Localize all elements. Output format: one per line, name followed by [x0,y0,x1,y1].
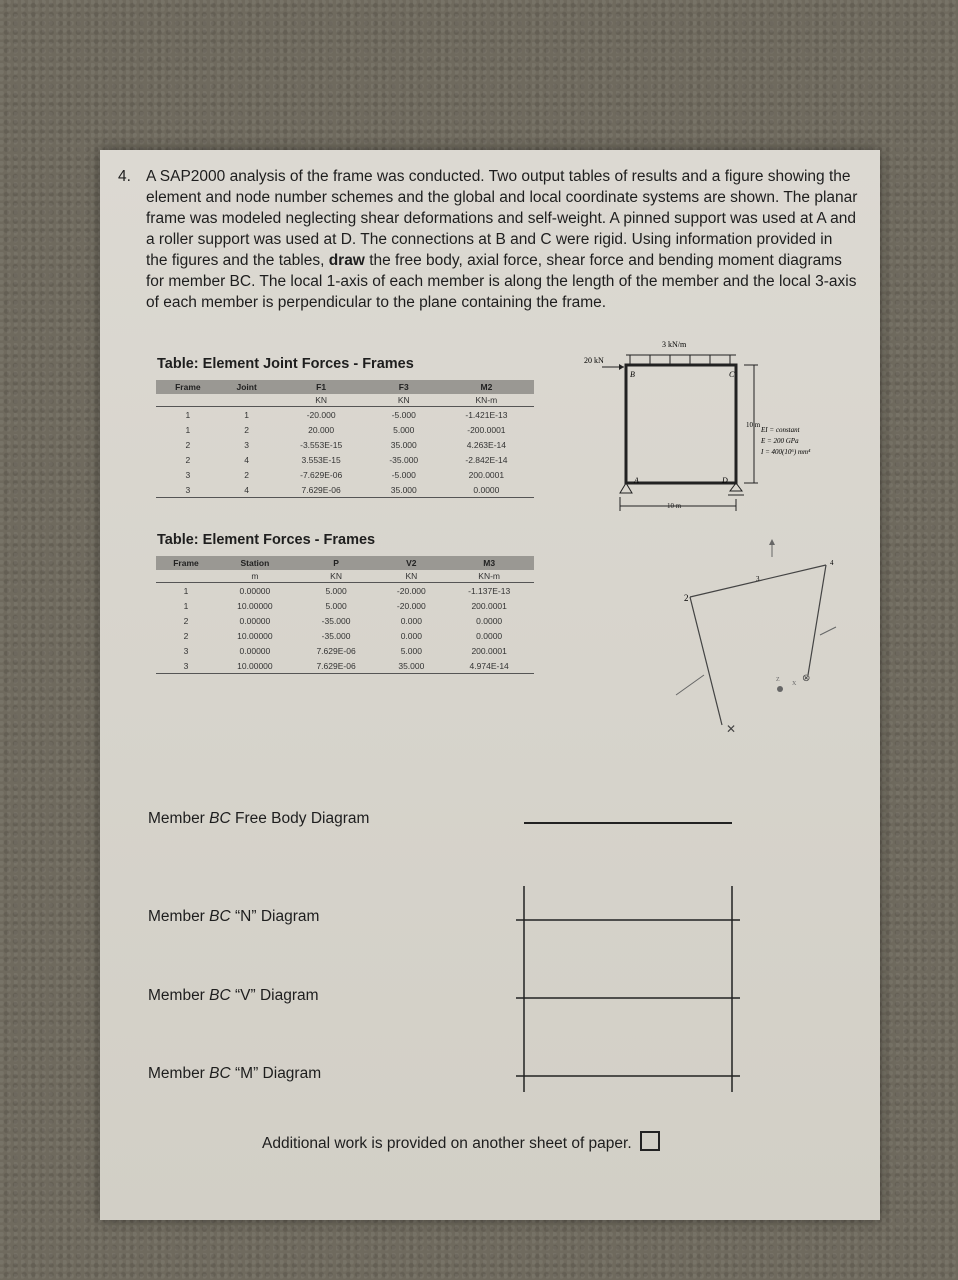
table1-cell: 200.0001 [468,469,505,480]
table2-cell: 200.0001 [471,645,507,656]
fbd-label-member: BC [209,810,231,827]
table1-cell: 3 [185,469,191,480]
load-dist-label: 3 kN/m [662,340,687,349]
table2-cell: 1 [183,585,189,596]
m-label-prefix: Member [148,1065,210,1082]
table2-header-4: M3 [444,556,534,570]
table1-header-4: M2 [439,380,534,394]
n-diagram-label [148,908,319,926]
table1-cell: 4 [244,454,249,465]
table1-unit-0 [156,394,220,407]
table-row [156,628,534,643]
table1-header-0: Frame [156,380,220,394]
table2-cell: 1 [183,600,189,611]
node-c: C [729,370,735,379]
table2-unit-0 [156,570,216,583]
table2-unit-3: KN [378,570,444,583]
table-row [156,422,534,437]
problem-text-end: the free body, axial force, shear force and bending moment diagrams for member BC. The local 1-axis of each member is along the length of the member and the local 3-axis of each member is perpendicular to the plane containing the frame. [146,252,857,311]
table2-cell: -20.000 [396,600,426,611]
table-row [156,583,534,599]
node-d: D [722,476,728,485]
table1-cell: 35.000 [369,482,439,498]
table2-cell: 10.00000 [237,600,273,611]
table2-cell: 7.629E-06 [294,658,379,674]
table1-cell: 0.0000 [439,482,534,498]
table2-header-1: Station [216,556,294,570]
fbd-label [148,810,369,828]
prop-i: I = 400(10⁶) mm⁴ [761,448,811,456]
v-label-prefix: Member [148,987,210,1004]
height-label: 10 m [746,421,761,429]
table1-cell: 2 [185,454,191,465]
table2-cell: 2 [183,630,189,641]
joint-forces-table [156,380,534,498]
worksheet-page [100,150,880,1220]
global-origin [777,686,783,692]
table2-cell: 5.000 [325,585,347,596]
node-4-label: 4 [830,559,834,567]
table2-cell: 0.000 [400,615,422,626]
table2-cell: 10.00000 [216,658,294,674]
table1-cell: 1 [244,409,249,420]
table1-cell: 1 [185,424,191,435]
table2-cell: 0.000 [400,630,422,641]
table1-cell: 7.629E-06 [274,482,369,498]
m-label-suffix: “M” Diagram [230,1065,322,1082]
fbd-label-suffix: Free Body Diagram [230,810,370,827]
table1-cell: 4.263E-14 [466,439,506,450]
table1-cell: -3.553E-15 [300,439,343,450]
table1-cell: -5.000 [391,409,416,420]
table1-cell: -200.0001 [467,424,506,435]
table-row [156,643,534,658]
table1-cell: 4 [220,482,274,498]
problem-statement [118,166,858,313]
table1-cell: 3 [156,482,220,498]
prop-ei: EI = constant [761,426,800,434]
table2-unit-4: KN-m [444,570,534,583]
table1-unit-4: KN-m [439,394,534,407]
v-label-suffix: “V” Diagram [230,987,319,1004]
table-row [156,482,534,498]
table2-cell: 0.00000 [239,645,271,656]
table-row [156,658,534,674]
table2-header-2: P [294,556,379,570]
table2-unit-2: KN [294,570,379,583]
member-ab-3d [690,597,722,725]
table2-cell: 5.000 [400,645,422,656]
node-3-label: 3 [756,575,760,583]
table2-title: Table: Element Forces - Frames [157,532,376,548]
n-label-suffix: “N” Diagram [230,908,320,925]
problem-bold-word: draw [328,252,365,269]
axis-z-label: Z [776,677,780,683]
table1-header-2: F1 [274,380,369,394]
problem-text: A SAP2000 analysis of the frame was conducted. Two output tables of results and a figure showing the element and node number schemes and the global and local coordinate systems are shown. The planar frame was modeled neglecting shear deformations and self-weight. A pinned support was used at A and a roller support was used at D. The connections at B and C were rigid. Using information provided in the figures and the tables, [146,168,858,269]
table-row [156,467,534,482]
table2-cell: 3 [156,658,216,674]
table2-cell: 7.629E-06 [316,645,356,656]
node-b: B [630,370,635,379]
table1-cell: -20.000 [306,409,336,420]
table1-unit-2: KN [274,394,369,407]
table1-cell: 3.553E-15 [301,454,341,465]
table1-cell: -35.000 [389,454,419,465]
table1-cell: -1.421E-13 [465,409,508,420]
table1-cell: -2.842E-14 [465,454,508,465]
footer-note [262,1131,660,1153]
diagram-axes [510,884,750,1094]
table2-cell: 5.000 [325,600,347,611]
table1-unit-3: KN [369,394,439,407]
n-label-prefix: Member [148,908,210,925]
table2-cell: 10.00000 [237,630,273,641]
v-label-member: BC [209,987,231,1004]
prop-e: E = 200 GPa [761,437,799,445]
member-cd-3d [808,565,826,675]
table-row [156,613,534,628]
pin-symbol-3d: ✕ [726,722,737,736]
element-forces-table [156,556,534,674]
table1-title: Table: Element Joint Forces - Frames [157,356,414,372]
table-row [156,437,534,452]
fbd-label-prefix: Member [148,810,210,827]
table2-cell: 0.00000 [239,585,271,596]
n-label-member: BC [209,908,231,925]
roller-symbol-3d: ⊗ [802,673,811,684]
frame-members [626,365,736,483]
v-diagram-label [148,987,319,1005]
sap-model-figure [660,535,850,755]
table2-header-3: V2 [378,556,444,570]
node-a: A [634,476,639,485]
width-label: 10 m [667,502,682,510]
table2-cell: -20.000 [396,585,426,596]
node-2-label: 2 [684,593,689,603]
table1-cell: 2 [185,439,191,450]
table2-cell: 4.974E-14 [444,658,534,674]
table1-header-1: Joint [220,380,274,394]
table1-cell: -5.000 [391,469,416,480]
table1-cell: 20.000 [308,424,335,435]
table1-unit-1 [220,394,274,407]
table1-cell: 2 [244,424,249,435]
table2-cell: 200.0001 [471,600,507,611]
table2-unit-1: m [216,570,294,583]
frame-figure [578,335,868,525]
m-diagram-label [148,1065,321,1083]
table-row [156,598,534,613]
table2-cell: -35.000 [321,630,351,641]
table2-cell: 0.0000 [476,630,503,641]
table2-cell: 2 [183,615,189,626]
table2-header-0: Frame [156,556,216,570]
table2-cell: -1.137E-13 [468,585,511,596]
table2-cell: -35.000 [321,615,351,626]
table1-cell: 5.000 [393,424,415,435]
table1-header-3: F3 [369,380,439,394]
footer-text: Additional work is provided on another sheet of paper. [262,1135,632,1152]
table1-cell: 3 [244,439,249,450]
table-row [156,452,534,467]
axis-x-label: X [792,681,797,687]
table1-cell: 2 [244,469,249,480]
additional-work-checkbox[interactable] [640,1131,660,1151]
table-row [156,407,534,423]
table2-cell: 0.00000 [239,615,271,626]
table2-cell: 3 [183,645,189,656]
table2-cell: 35.000 [378,658,444,674]
m-label-member: BC [209,1065,231,1082]
table1-cell: -7.629E-06 [300,469,343,480]
table2-cell: 0.0000 [476,615,503,626]
problem-number: 4. [118,168,131,185]
table1-cell: 35.000 [390,439,417,450]
table1-cell: 1 [185,409,191,420]
point-load-label: 20 kN [584,356,604,365]
fbd-answer-line [524,822,732,824]
